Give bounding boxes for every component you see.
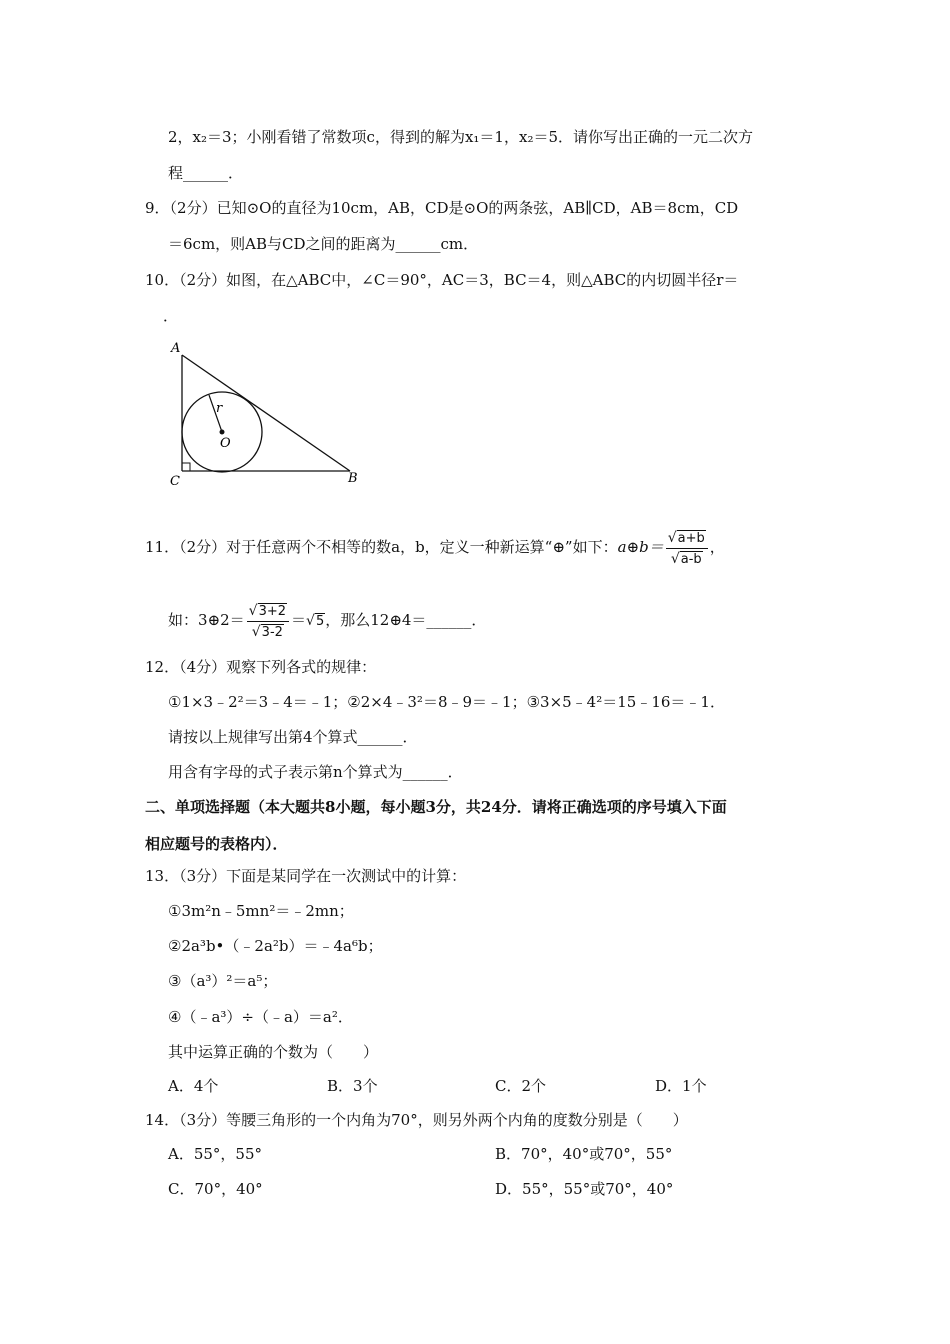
q13-option-c[interactable]: C．2个 [495, 1077, 547, 1095]
q11-ex-fraction: $\frac{√3+2}{√3-2}$ [247, 601, 289, 642]
label-o: O [220, 436, 231, 451]
q13-item2: ②2a³b•（﹣2a²b）＝﹣4a⁶b； [168, 937, 383, 955]
q11-prefix: 11．（2分）对于任意两个不相等的数a，b，定义一种新运算“⊕”如下： [145, 538, 618, 556]
q12-line4: 用含有字母的式子表示第n个算式为______． [168, 763, 463, 781]
q11-ex-num: 3+2 [258, 603, 287, 619]
q14-option-b[interactable]: B．70°，40°或70°，55° [495, 1145, 673, 1163]
center-point [220, 430, 225, 435]
right-angle-mark [182, 463, 190, 471]
q11-ex-prefix: 如：3⊕2＝ [168, 611, 245, 629]
q11-ex-den: 3-2 [261, 624, 283, 640]
q11-ex-mid: ＝ [291, 611, 307, 629]
q11-def-fraction: $\frac{√a+b}{√a-b}$ [666, 528, 708, 569]
q12-line2: ①1×3﹣2²＝3﹣4＝﹣1；②2×4﹣3²＝8﹣9＝﹣1；③3×5﹣4²＝15﹣16＝﹣1． [168, 693, 725, 711]
q13-option-a[interactable]: A．4个 [168, 1077, 219, 1095]
q9-line2: ＝6cm，则AB与CD之间的距离为______cm． [168, 235, 479, 253]
q14-option-a[interactable]: A．55°，55° [168, 1145, 263, 1163]
q9-line1: 9．（2分）已知⊙O的直径为10cm，AB，CD是⊙O的两条弦，AB∥CD，AB＝8cm，CD [145, 199, 739, 217]
q13-stem: 13．（3分）下面是某同学在一次测试中的计算： [145, 867, 467, 885]
q11-def-den: a-b [680, 551, 702, 567]
q11-line1 [145, 525, 725, 570]
triangle-incircle-figure [165, 335, 375, 495]
q13-item1: ①3m²n﹣5mn²＝﹣2mn； [168, 902, 354, 920]
q11-def-tail: ， [709, 538, 725, 556]
q14-option-c[interactable]: C．70°，40° [168, 1180, 263, 1198]
q12-line1: 12．（4分）观察下列各式的规律： [145, 658, 377, 676]
section2-heading-line2: 相应题号的表格内）． [145, 835, 288, 853]
label-c: C [170, 474, 180, 489]
q13-item3: ③（a³）²＝a⁵； [168, 972, 278, 990]
q11-line2 [168, 598, 486, 644]
q13-item4: ④（﹣a³）÷（﹣a）＝a²． [168, 1008, 353, 1026]
q11-def-num: a+b [677, 530, 705, 546]
section2-heading-line1: 二、单项选择题（本大题共8小题，每小题3分，共24分．请将正确选项的序号填入下面 [145, 798, 727, 816]
label-b: B [348, 471, 358, 486]
label-r: r [216, 401, 223, 416]
q11-ex-tail: ，那么12⊕4＝______． [325, 611, 487, 629]
q11-def-lhs: a⊕b＝ [617, 538, 664, 556]
q10-line2: ． [163, 307, 179, 325]
q13-option-b[interactable]: B．3个 [327, 1077, 378, 1095]
q10-line1: 10．（2分）如图，在△ABC中，∠C＝90°，AC＝3，BC＝4，则△ABC的内切圆半径r＝ [145, 271, 739, 289]
q8-line1: 2，x₂＝3；小刚看错了常数项c，得到的解为x₁＝1，x₂＝5．请你写出正确的一元二次方 [168, 128, 753, 146]
q12-line3: 请按以上规律写出第4个算式______． [168, 728, 418, 746]
q14-stem: 14．（3分）等腰三角形的一个内角为70°，则另外两个内角的度数分别是（ ） [145, 1111, 688, 1129]
label-a: A [171, 341, 181, 356]
q11-ex-root: 5 [315, 614, 325, 629]
side-ab [182, 355, 350, 471]
q13-question: 其中运算正确的个数为（ ） [168, 1043, 379, 1061]
q11-ex-sqrt: √5 [306, 613, 325, 629]
q8-line2: 程______． [168, 164, 244, 182]
q13-option-d[interactable]: D．1个 [655, 1077, 707, 1095]
q14-option-d[interactable]: D．55°，55°或70°，40° [495, 1180, 674, 1198]
